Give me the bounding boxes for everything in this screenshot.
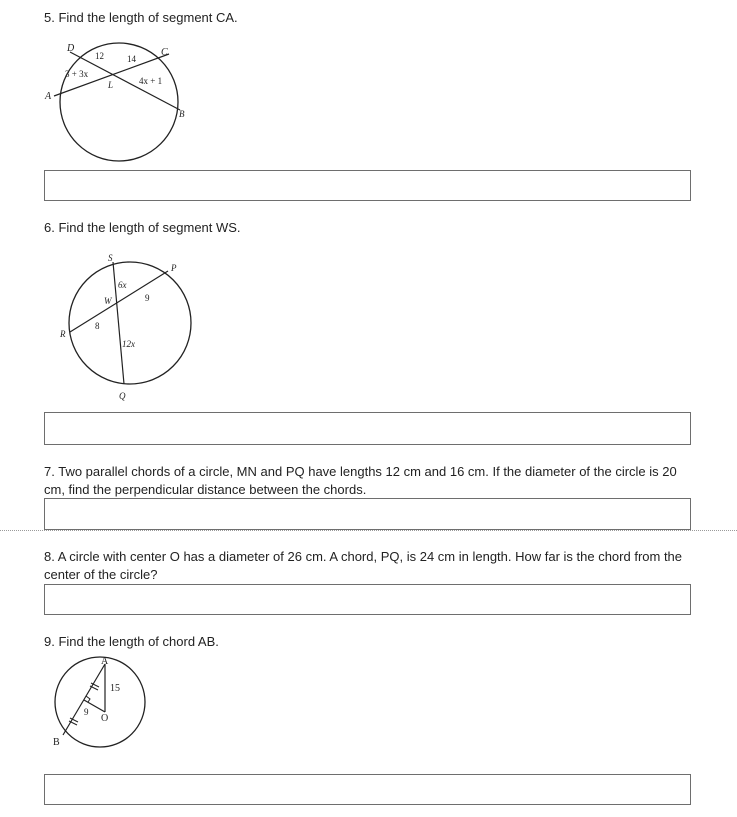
answer-input-8[interactable] (44, 584, 691, 615)
answer-input-7[interactable] (44, 498, 691, 530)
segment-LC-length: 14 (127, 54, 136, 64)
circle-outline (55, 657, 145, 747)
label-O: O (101, 713, 109, 724)
label-C: C (161, 47, 168, 58)
question-6-figure (55, 250, 200, 405)
segment-RW-length: 8 (95, 321, 100, 331)
answer-input-9[interactable] (44, 774, 691, 805)
label-S: S (108, 253, 113, 263)
circle-intersecting-chords-diagram (55, 250, 200, 405)
circle-chords-diagram (40, 38, 190, 168)
section-divider (0, 530, 737, 531)
label-R: R (60, 329, 66, 339)
label-A: A (45, 91, 52, 102)
segment-SW-length: 6x (118, 280, 127, 290)
segment-DL-length: 12 (95, 51, 104, 61)
segment-AL-length: 3 + 3x (65, 69, 89, 79)
chord-AB (63, 664, 105, 735)
circle-center-chord-diagram (48, 652, 158, 750)
question-7-text: 7. Two parallel chords of a circle, MN and PQ have lengths 12 cm and 16 cm. If the diameter of the circle is 20 cm, find the perpendicular distance between the chords. (44, 464, 677, 497)
answer-input-5[interactable] (44, 170, 691, 201)
segment-LB-length: 4x + 1 (139, 76, 163, 86)
answer-input-6[interactable] (44, 412, 691, 445)
label-A: A (101, 656, 109, 667)
label-B: B (53, 737, 60, 748)
label-L: L (108, 80, 114, 90)
circle-outline (69, 262, 191, 384)
circle-outline (60, 43, 178, 161)
chord-DB (70, 52, 180, 110)
segment-AO-length: 15 (110, 683, 120, 694)
segment-perp-length: 9 (84, 707, 89, 717)
label-Q: Q (119, 391, 126, 401)
segment-WQ-length: 12x (122, 339, 135, 349)
label-D: D (67, 43, 75, 54)
label-P: P (171, 263, 177, 273)
label-W: W (104, 296, 112, 306)
question-5-figure (40, 38, 190, 168)
segment-WP-length: 9 (145, 293, 150, 303)
question-5-text: 5. Find the length of segment CA. (44, 10, 238, 25)
label-B: B (179, 109, 185, 119)
question-9-text: 9. Find the length of chord AB. (44, 634, 219, 649)
question-6-text: 6. Find the length of segment WS. (44, 220, 241, 235)
question-9-figure (48, 652, 158, 750)
question-8-text: 8. A circle with center O has a diameter of 26 cm. A chord, PQ, is 24 cm in length. How far is the chord from the center of the circle? (44, 549, 683, 582)
